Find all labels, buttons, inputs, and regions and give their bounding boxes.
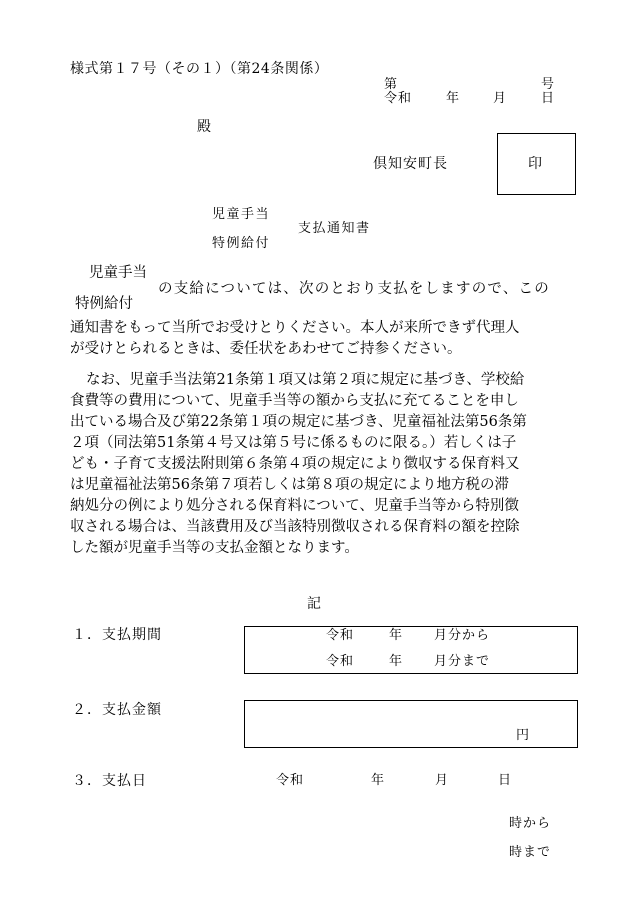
- note-line: ども・子育て支援法附則第６条第４項の規定により徴収する保育料又: [70, 456, 520, 472]
- amount-unit: 円: [516, 728, 530, 743]
- seal-box: [497, 133, 576, 195]
- intro-body: [70, 318, 557, 360]
- date-year: 年: [446, 91, 460, 106]
- item3-label: ３．支払日: [72, 773, 147, 789]
- seal-label: 印: [528, 156, 543, 172]
- date-day: 日: [541, 91, 555, 106]
- title-line1: 児童手当: [212, 207, 271, 222]
- date-month: 月: [493, 91, 507, 106]
- intro-bottom: 特例給付: [75, 296, 133, 312]
- note-line: は児童福祉法第56条第７項若しくは第８項の規定により地方税の滞: [70, 477, 509, 493]
- payday-year: 年: [371, 773, 385, 788]
- note-line: 収される場合は、当該費用及び当該特別徴収される保育料の額を控除: [70, 519, 520, 535]
- payment-amount-box: [244, 700, 578, 748]
- intro-main: の支給については、次のとおり支払をしますので、この: [158, 281, 550, 297]
- payday-day: 日: [498, 773, 512, 788]
- date-era: 令和: [384, 91, 413, 106]
- title-main: 支払通知書: [298, 221, 371, 236]
- period-to-year: 年: [389, 654, 403, 669]
- number-suffix: 号: [541, 77, 555, 92]
- intro-top: 児童手当: [89, 265, 147, 281]
- note-line: ２項（同法第51条第４号又は第５号に係るものに限る。）若しくは子: [70, 435, 517, 451]
- item2-label: ２．支払金額: [72, 702, 162, 718]
- payday-era: 令和: [276, 773, 305, 788]
- note-line: 食費等の費用について、児童手当等の額から支払に充てることを申し: [70, 393, 519, 409]
- payment-period-box: [244, 626, 578, 674]
- issuer-name: 倶知安町長: [373, 156, 448, 172]
- note-line: した額が児童手当等の支払金額となります。: [70, 540, 359, 556]
- note-body: [70, 370, 557, 559]
- number-prefix: 第: [384, 77, 398, 92]
- note-line: 納処分の例により処分される保育料について、児童手当等から特別徴: [70, 498, 519, 514]
- period-to-era: 令和: [326, 654, 355, 669]
- period-to-month: 月分まで: [434, 654, 491, 669]
- time-to: 時まで: [509, 845, 552, 860]
- title-line2: 特例給付: [212, 236, 271, 251]
- intro-line: 通知書をもって当所でお受けとりください。本人が来所できず代理人: [70, 320, 520, 336]
- note-line: なお、児童手当法第21条第１項又は第２項に規定に基づき、学校給: [86, 372, 525, 388]
- form-header: 様式第１７号（その１）（第24条関係）: [70, 61, 329, 77]
- payday-month: 月: [435, 773, 449, 788]
- period-from-month: 月分から: [434, 628, 491, 643]
- period-from-era: 令和: [326, 628, 355, 643]
- time-from: 時から: [509, 816, 552, 831]
- intro-line: が受けとられるときは、委任状をあわせてご持参ください。: [70, 341, 462, 357]
- addressee-suffix: 殿: [197, 119, 212, 135]
- item1-label: １．支払期間: [72, 627, 162, 643]
- note-line: 出ている場合及び第22条第１項の規定に基づき、児童福祉法第56条第: [70, 414, 527, 430]
- ki-heading: 記: [307, 596, 322, 612]
- period-from-year: 年: [389, 628, 403, 643]
